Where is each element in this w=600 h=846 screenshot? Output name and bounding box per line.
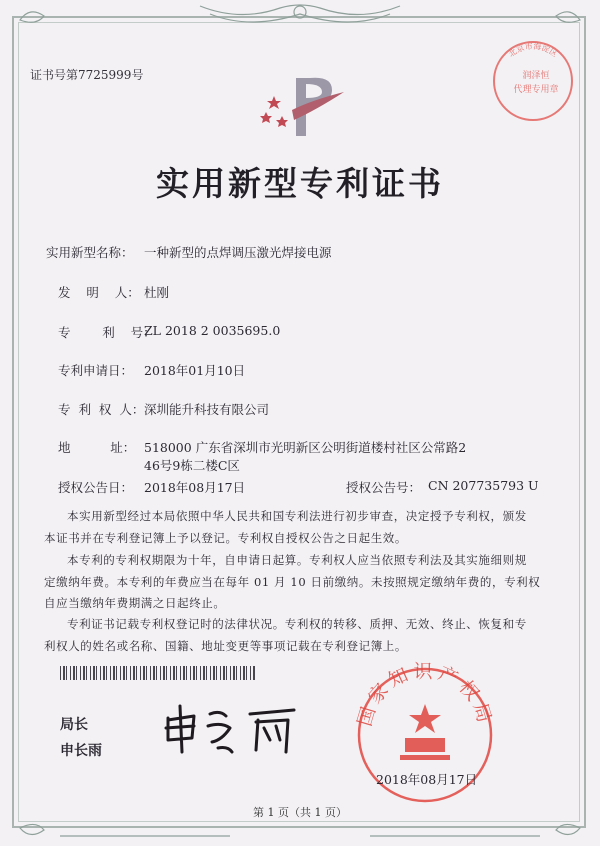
announcement-value: CN 207735793 U <box>428 478 539 493</box>
agency-stamp-line-2: 代理专用章 <box>513 85 559 95</box>
director-signature <box>160 700 310 762</box>
agency-stamp-arc: 北京市海淀区 <box>506 41 560 59</box>
paragraph-legal-line-2: 利权人的姓名或名称、国籍、地址变更等事项记载在专利登记簿上。 <box>44 638 407 653</box>
paragraph-term <box>44 550 550 615</box>
field-value-address-line-2: 46号9栋二楼C区 <box>144 458 240 473</box>
director-name: 申长雨 <box>60 743 102 759</box>
certificate-number: 证书号第7725999号 <box>30 68 144 82</box>
field-value-address-line-1: 518000 广东省深圳市光明新区公明街道楼村社区公常路2 <box>144 440 467 455</box>
paragraph-grant <box>44 506 550 549</box>
top-ornament <box>0 0 600 40</box>
paragraph-term-line-3: 自应当缴纳年费期满之日起终止。 <box>44 596 226 610</box>
field-value-name: 一种新型的点焊调压激光焊接电源 <box>144 245 332 260</box>
field-value-grant-date: 2018年08月17日 <box>144 480 246 495</box>
certificate-title: 实用新型专利证书 <box>156 164 444 203</box>
field-label-patentee: 专 利 权 人： <box>58 402 145 417</box>
field-label-inventor: 发 明 人： <box>58 285 140 300</box>
patent-office-logo <box>252 70 352 140</box>
announcement-label: 授权公告号： <box>346 480 422 495</box>
field-label-patent-no: 专 利 号： <box>58 325 156 340</box>
paragraph-term-line-2: 定缴纳年费。本专利的年费应当在每年 01 月 10 日前缴纳。未按照规定缴纳年费的，专利权 <box>44 574 541 589</box>
field-value-patentee: 深圳能升科技有限公司 <box>144 402 270 417</box>
field-label-name: 实用新型名称： <box>46 245 134 260</box>
paragraph-legal-line-1: 专利证书记载专利权登记时的法律状况。专利权的转移、质押、无效、终止、恢复和专 <box>67 617 527 631</box>
field-label-address: 地 址： <box>58 440 136 455</box>
field-label-filing-date: 专利申请日： <box>58 363 134 378</box>
paragraph-term-line-1: 本专利的专利权期限为十年，自申请日起算。专利权人应当依照专利法及其实施细则规 <box>67 553 527 567</box>
paragraph-grant-line-1: 本实用新型经过本局依照中华人民共和国专利法进行初步审查，决定授予专利权，颁发 <box>67 509 527 523</box>
seal-date: 2018年08月17日 <box>376 772 478 787</box>
official-seal-arc: 国家知识产权局 <box>353 660 497 729</box>
agency-stamp-line-1: 润泽恒 <box>522 71 550 81</box>
field-label-grant-date: 授权公告日： <box>58 480 134 495</box>
field-value-inventor: 杜刚 <box>144 285 170 300</box>
paragraph-legal <box>44 614 550 657</box>
paragraph-grant-line-2: 本证书并在专利登记簿上予以登记。专利权自授权公告之日起生效。 <box>44 530 407 545</box>
national-emblem-icon <box>400 704 450 760</box>
barcode <box>60 666 256 680</box>
field-value-patent-no: ZL 2018 2 0035695.0 <box>144 323 281 338</box>
field-value-filing-date: 2018年01月10日 <box>144 363 246 378</box>
page-footer: 第 1 页（共 1 页） <box>253 806 347 819</box>
svg-text:北京市海淀区 <box>506 41 559 59</box>
director-role: 局长 <box>60 717 88 733</box>
